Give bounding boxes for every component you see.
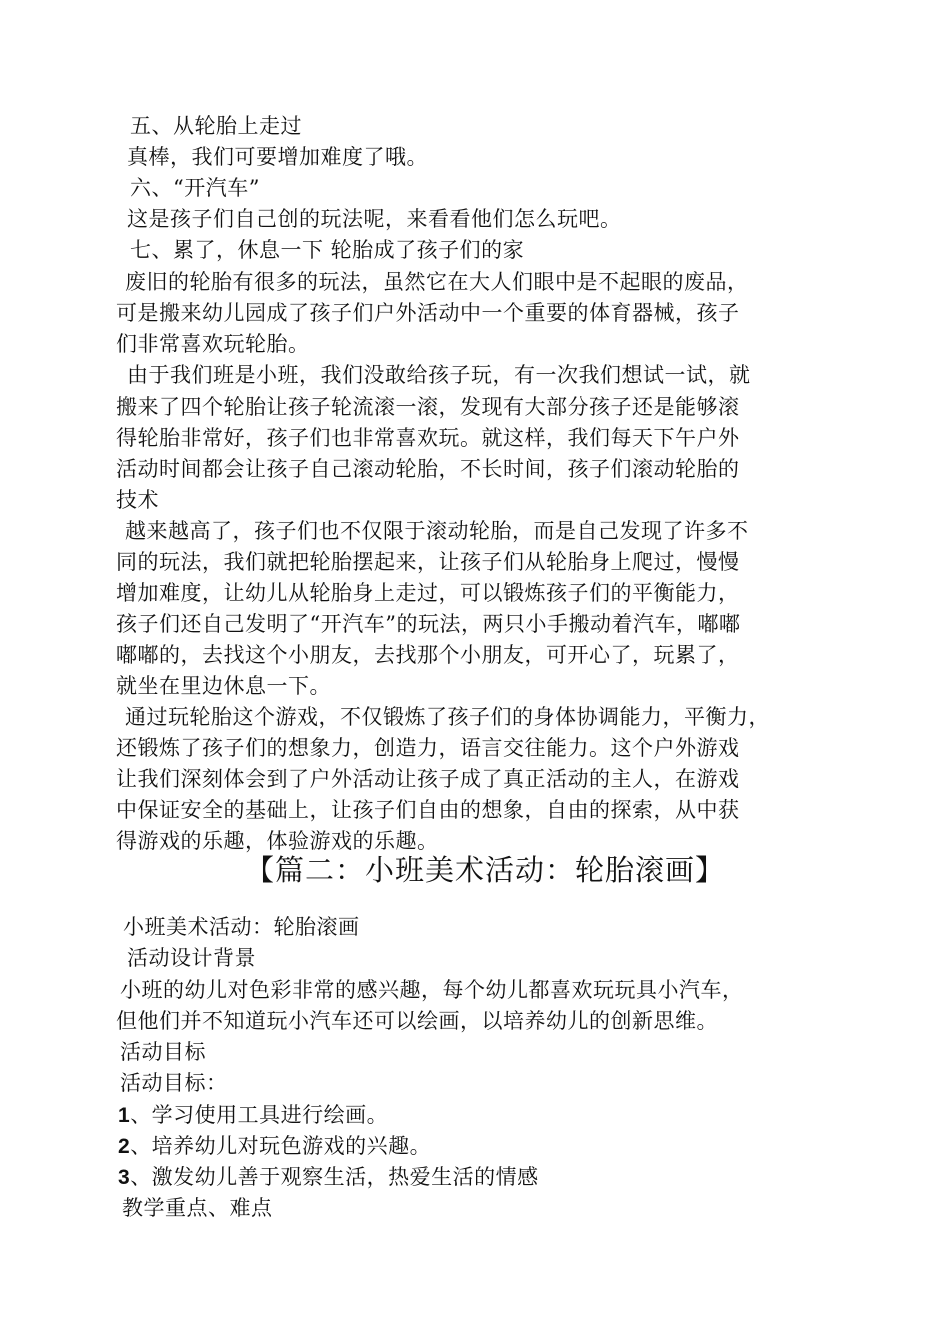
paragraph-line: 小班的幼儿对色彩非常的感兴趣，每个幼儿都喜欢玩玩具小汽车， xyxy=(120,978,744,1002)
paragraph-line: 得游戏的乐趣，体验游戏的乐趣。 xyxy=(116,829,439,853)
paragraph-line: 活动目标 xyxy=(120,1040,206,1064)
paragraph-line: 由于我们班是小班，我们没敢给孩子玩，有一次我们想试一试，就 xyxy=(127,363,751,387)
goal-number: 3 xyxy=(118,1166,131,1189)
paragraph-line: 六、“开汽车” xyxy=(130,176,260,200)
paragraph-line: 教学重点、难点 xyxy=(122,1196,273,1220)
paragraph-line: 活动设计背景 xyxy=(127,946,256,970)
paragraph-line: 孩子们还自己发明了“开汽车”的玩法，两只小手搬动着汽车，嘟嘟 xyxy=(116,612,741,636)
paragraph-line: 活动时间都会让孩子自己滚动轮胎，不长时间，孩子们滚动轮胎的 xyxy=(116,457,740,481)
paragraph-line: 这是孩子们自己创的玩法呢，来看看他们怎么玩吧。 xyxy=(127,207,622,231)
paragraph-line: 们非常喜欢玩轮胎。 xyxy=(116,332,310,356)
paragraph-line: 还锻炼了孩子们的想象力，创造力，语言交往能力。这个户外游戏 xyxy=(116,736,740,760)
goal-text: 、培养幼儿对玩色游戏的兴趣。 xyxy=(130,1134,432,1158)
paragraph-line: 嘟嘟的，去找这个小朋友，去找那个小朋友，可开心了，玩累了， xyxy=(116,643,740,667)
paragraph-line: 增加难度，让幼儿从轮胎身上走过，可以锻炼孩子们的平衡能力， xyxy=(116,581,740,605)
section-heading: 【篇二：小班美术活动：轮胎滚画】 xyxy=(245,853,726,887)
paragraph-line: 废旧的轮胎有很多的玩法，虽然它在大人们眼中是不起眼的废品， xyxy=(125,270,749,294)
paragraph-line: 越来越高了，孩子们也不仅限于滚动轮胎，而是自己发现了许多不 xyxy=(125,519,749,543)
paragraph-line: 同的玩法，我们就把轮胎摆起来，让孩子们从轮胎身上爬过，慢慢 xyxy=(116,550,740,574)
paragraph-line: 五、从轮胎上走过 xyxy=(130,114,302,138)
paragraph-line: 通过玩轮胎这个游戏，不仅锻炼了孩子们的身体协调能力，平衡力， xyxy=(125,705,770,729)
paragraph-line: 小班美术活动：轮胎滚画 xyxy=(123,915,360,939)
paragraph-line: 七、累了，休息一下 轮胎成了孩子们的家 xyxy=(130,238,525,262)
paragraph-line: 就坐在里边休息一下。 xyxy=(116,674,331,698)
paragraph-line: 搬来了四个轮胎让孩子轮流滚一滚，发现有大部分孩子还是能够滚 xyxy=(116,395,740,419)
paragraph-line: 但他们并不知道玩小汽车还可以绘画，以培养幼儿的创新思维。 xyxy=(116,1009,718,1033)
goal-number: 2 xyxy=(118,1135,131,1158)
paragraph-line: 得轮胎非常好，孩子们也非常喜欢玩。就这样，我们每天下午户外 xyxy=(116,426,740,450)
goal-text: 、学习使用工具进行绘画。 xyxy=(130,1103,389,1127)
paragraph-line: 技术 xyxy=(116,488,159,512)
paragraph-line: 可是搬来幼儿园成了孩子们户外活动中一个重要的体育器械，孩子 xyxy=(116,301,740,325)
paragraph-line: 让我们深刻体会到了户外活动让孩子成了真正活动的主人，在游戏 xyxy=(116,767,740,791)
goal-number: 1 xyxy=(118,1104,131,1127)
goal-item xyxy=(118,1100,388,1131)
paragraph-line: 真棒，我们可要增加难度了哦。 xyxy=(127,145,428,169)
paragraph-line: 活动目标： xyxy=(120,1071,228,1095)
goal-text: 、激发幼儿善于观察生活，热爱生活的情感 xyxy=(130,1165,539,1189)
goal-item xyxy=(118,1131,431,1162)
goal-item xyxy=(118,1162,539,1193)
paragraph-line: 中保证安全的基础上，让孩子们自由的想象，自由的探索，从中获 xyxy=(116,798,740,822)
